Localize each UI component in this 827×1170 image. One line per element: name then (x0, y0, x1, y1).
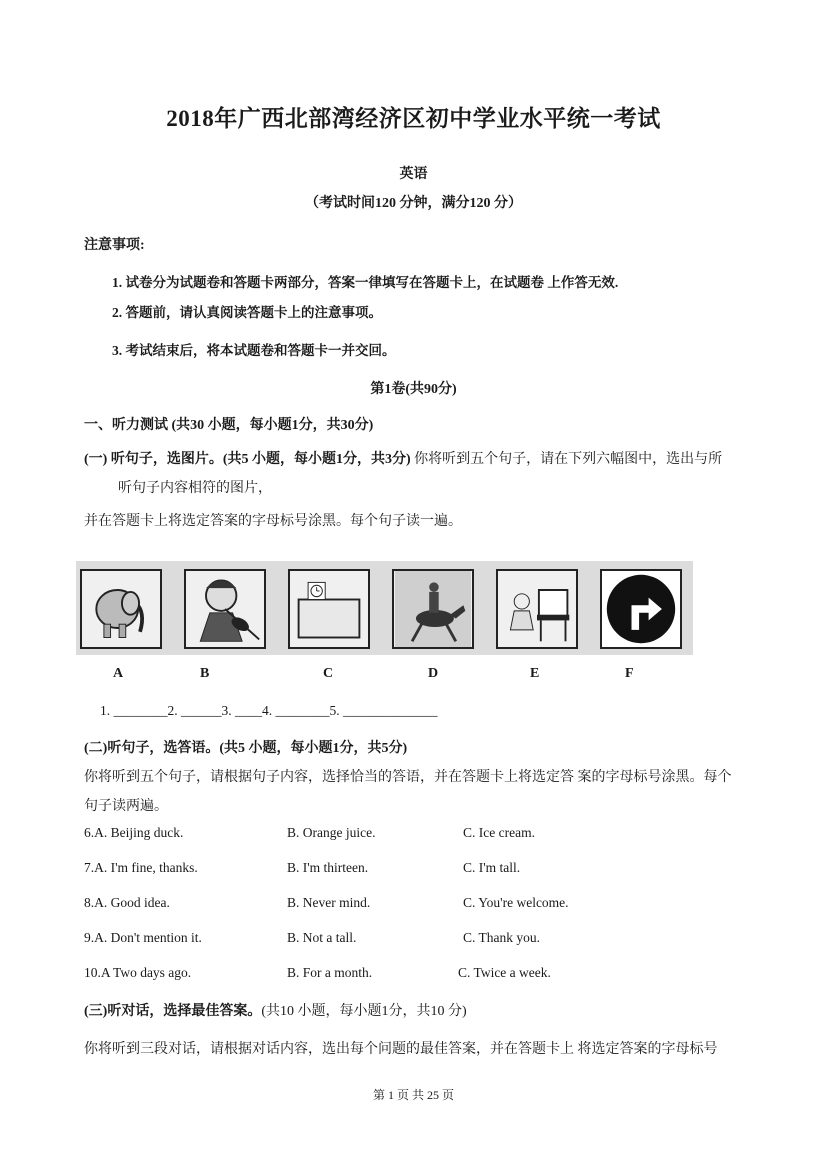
girl-violin-icon (184, 569, 266, 649)
q10-option-a: 10.A Two days ago. (84, 965, 192, 980)
part1-answer-line: 1. ________2. ______3. ____4. ________5. ______________ (100, 703, 438, 718)
girl-piano-icon (496, 569, 578, 649)
exam-title: 2018年广西北部湾经济区初中学业水平统一考试 (166, 106, 661, 131)
part1-instruction-b: 听句子内容相符的图片， (118, 481, 272, 496)
notice-heading: 注意事项: (84, 238, 145, 253)
part1-line1 (84, 448, 722, 468)
q6-option-b: B. Orange juice. (287, 825, 376, 840)
part1-instruction-a: 你将听到五个句子，请在下列六幅图中，选出与所 (410, 452, 723, 467)
part3-instruction: 你将听到三段对话，请根据对话内容，选出每个问题的最佳答案，并在答题卡上 将选定答案的字母标号 (84, 1042, 718, 1057)
picture-letter-e: E (530, 666, 540, 681)
q8-option-c: C. You're welcome. (463, 895, 569, 910)
q7-option-a: 7.A. I'm fine, thanks. (84, 860, 198, 875)
exam-duration: （考试时间120 分钟，满分120 分） (305, 196, 522, 211)
notice-item-2: 2. 答题前，请认真阅读答题卡上的注意事项。 (112, 305, 382, 320)
part2-instruction-a: 你将听到五个句子，请根据句子内容，选择恰当的答语，并在答题卡上将选定答 案的字母标号涂黑。每个 (84, 770, 732, 785)
elephant-icon (80, 569, 162, 649)
q8-option-b: B. Never mind. (287, 895, 371, 910)
part1-instruction-c: 并在答题卡上将选定答案的字母标号涂黑。每个句子读一遍。 (84, 514, 462, 529)
q6-option-c: C. Ice cream. (463, 825, 535, 840)
exam-subject: 英语 (399, 167, 428, 182)
q9-option-b: B. Not a tall. (287, 930, 357, 945)
q9-option-c: C. Thank you. (463, 930, 540, 945)
notice-item-3: 3. 考试结束后，将本试题卷和答题卡一并交回。 (112, 343, 396, 358)
q7-option-b: B. I'm thirteen. (287, 860, 369, 875)
clock-on-desk-icon (288, 569, 370, 649)
picture-letter-d: D (428, 666, 439, 681)
notice-item-1: 1. 试卷分为试题卷和答题卡两部分，答案一律填写在答题卡上，在试题卷 上作答无效. (112, 275, 619, 290)
picture-strip (76, 561, 693, 655)
q10-option-c: C. Twice a week. (458, 965, 551, 980)
picture-letter-b: B (200, 666, 210, 681)
section1-title: 一、听力测试 (共30 小题，每小题1分，共30分) (84, 418, 374, 433)
picture-letter-c: C (323, 666, 334, 681)
part3-line (84, 1000, 467, 1020)
q6-option-a: 6.A. Beijing duck. (84, 825, 184, 840)
q10-option-b: B. For a month. (287, 965, 373, 980)
part3-label: (三)听对话，选择最佳答案。 (84, 1004, 262, 1019)
page-footer: 第 1 页 共 25 页 (372, 1088, 454, 1102)
turn-right-sign-icon (600, 569, 682, 649)
q7-option-c: C. I'm tall. (463, 860, 521, 875)
picture-letter-f: F (625, 666, 634, 681)
horse-rider-icon (392, 569, 474, 649)
picture-letter-a: A (113, 666, 124, 681)
q9-option-a: 9.A. Don't mention it. (84, 930, 202, 945)
volume-heading: 第1卷(共90分) (370, 382, 457, 397)
part1-label: (一) 听句子，选图片。(共5 小题，每小题1分，共3分) (84, 452, 411, 467)
q8-option-a: 8.A. Good idea. (84, 895, 170, 910)
part2-instruction-b: 句子读两遍。 (84, 799, 168, 814)
part2-label: (二)听句子，选答语。(共5 小题，每小题1分，共5分) (84, 741, 408, 756)
part3-label-rest: (共10 小题，每小题1分，共10 分) (261, 1004, 467, 1019)
